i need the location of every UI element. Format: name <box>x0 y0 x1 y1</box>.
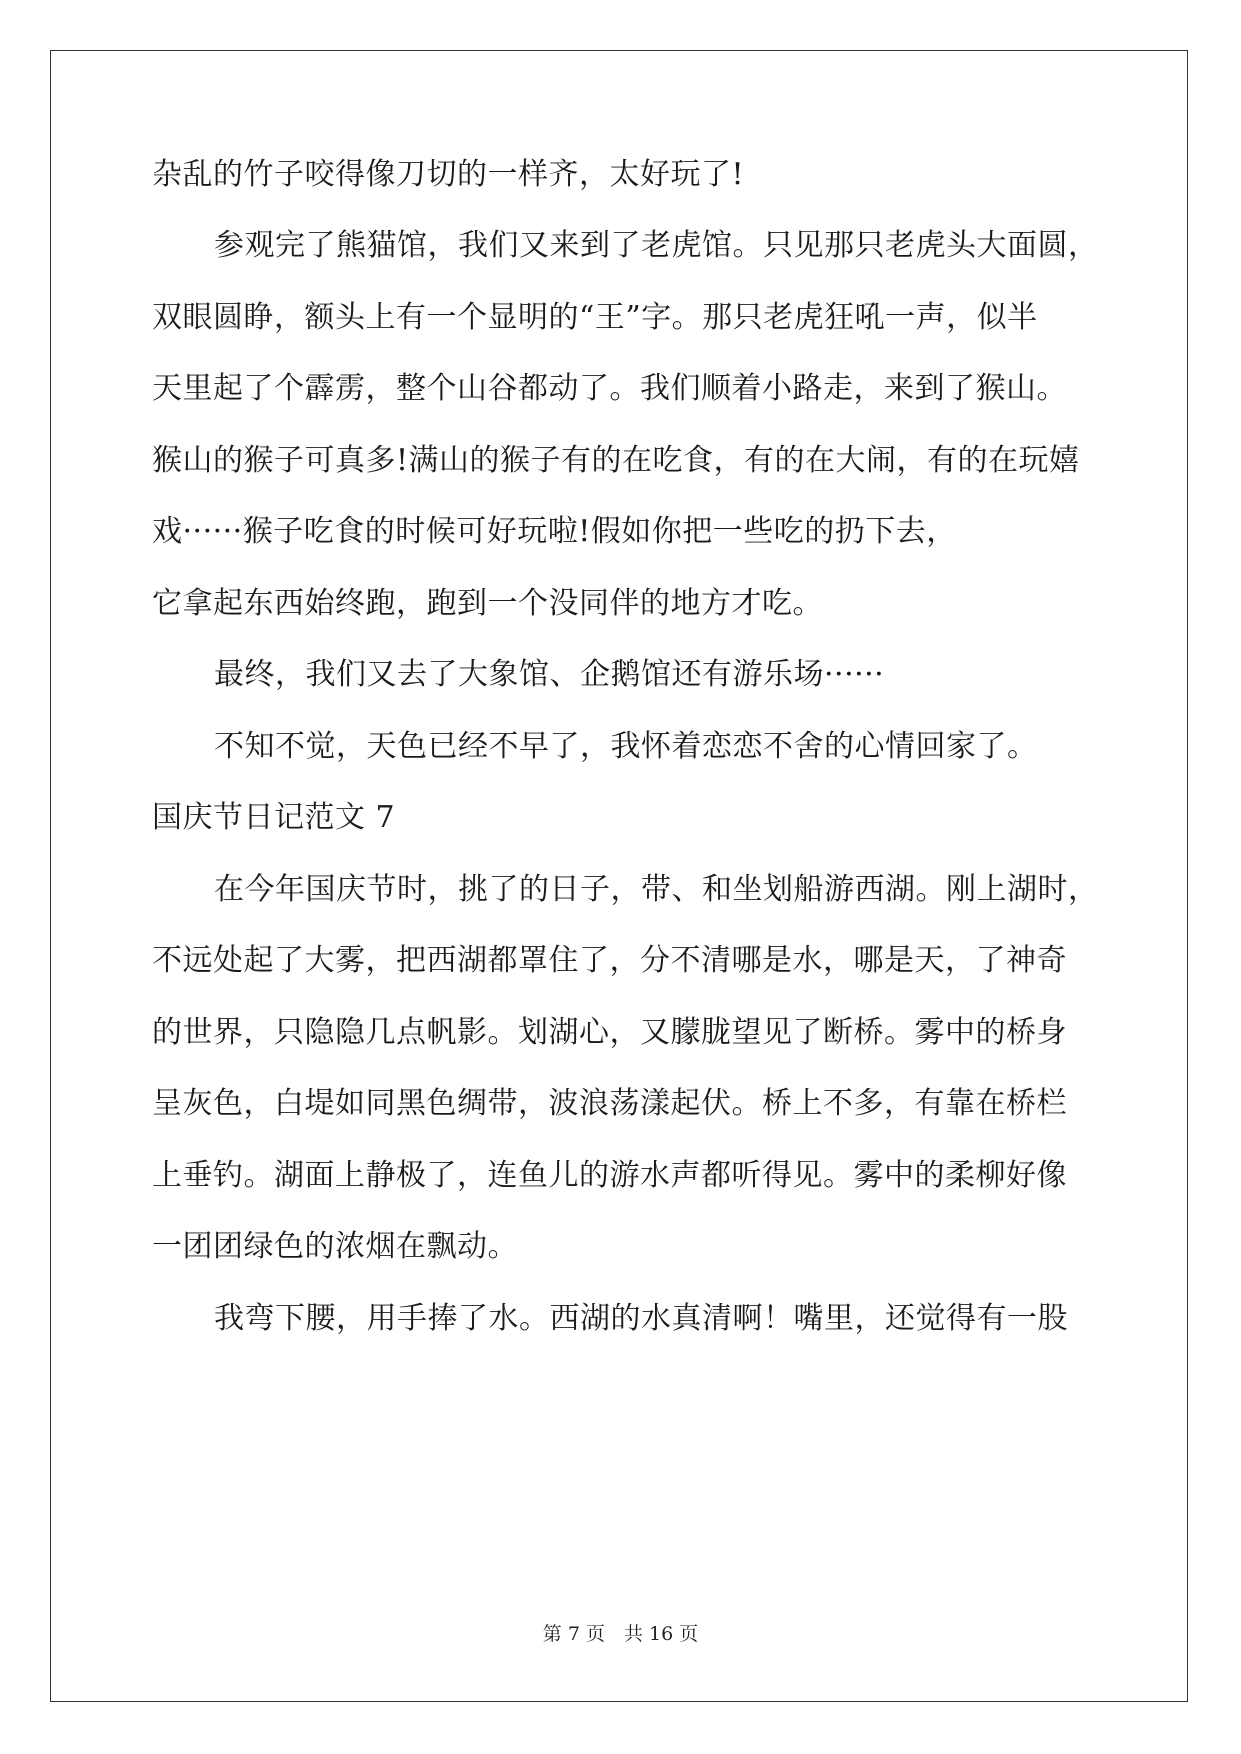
text-line: 戏······猴子吃食的时候可好玩啦!假如你把一些吃的扔下去， <box>152 514 957 549</box>
paragraph-start-line: 参观完了熊猫馆，我们又来到了老虎馆。只见那只老虎头大面圆， <box>214 228 1099 263</box>
text-line: 杂乱的竹子咬得像刀切的一样齐，太好玩了! <box>152 157 745 192</box>
paragraph-start-line: 最终，我们又去了大象馆、企鹅馆还有游乐场······ <box>214 657 885 692</box>
paragraph-start-line: 我弯下腰，用手捧了水。西湖的水真清啊！嘴里，还觉得有一股 <box>214 1301 1068 1336</box>
text-line: 它拿起东西始终跑，跑到一个没同伴的地方才吃。 <box>152 586 823 621</box>
text-line: 的世界，只隐隐几点帆影。划湖心，又朦胧望见了断桥。雾中的桥身 <box>152 1015 1067 1050</box>
text-line: 天里起了个霹雳，整个山谷都动了。我们顺着小路走，来到了猴山。 <box>152 371 1067 406</box>
text-line: 呈灰色，白堤如同黑色绸带，波浪荡漾起伏。桥上不多，有靠在桥栏 <box>152 1086 1067 1121</box>
section-heading: 国庆节日记范文 7 <box>152 800 396 835</box>
text-line: 上垂钓。湖面上静极了，连鱼儿的游水声都听得见。雾中的柔柳好像 <box>152 1158 1067 1193</box>
text-line: 不远处起了大雾，把西湖都罩住了，分不清哪是水，哪是天，了神奇 <box>152 943 1067 978</box>
page-number-footer: 第 7 页 共 16 页 <box>542 1623 699 1645</box>
text-line: 一团团绿色的浓烟在飘动。 <box>152 1229 518 1264</box>
paragraph-start-line: 不知不觉，天色已经不早了，我怀着恋恋不舍的心情回家了。 <box>214 729 1038 764</box>
text-line: 猴山的猴子可真多!满山的猴子有的在吃食，有的在大闹，有的在玩嬉 <box>152 443 1080 478</box>
text-line: 双眼圆睁，额头上有一个显明的“王”字。那只老虎狂吼一声，似半 <box>152 300 1038 335</box>
paragraph-start-line: 在今年国庆节时，挑了的日子，带、和坐划船游西湖。刚上湖时， <box>214 872 1099 907</box>
